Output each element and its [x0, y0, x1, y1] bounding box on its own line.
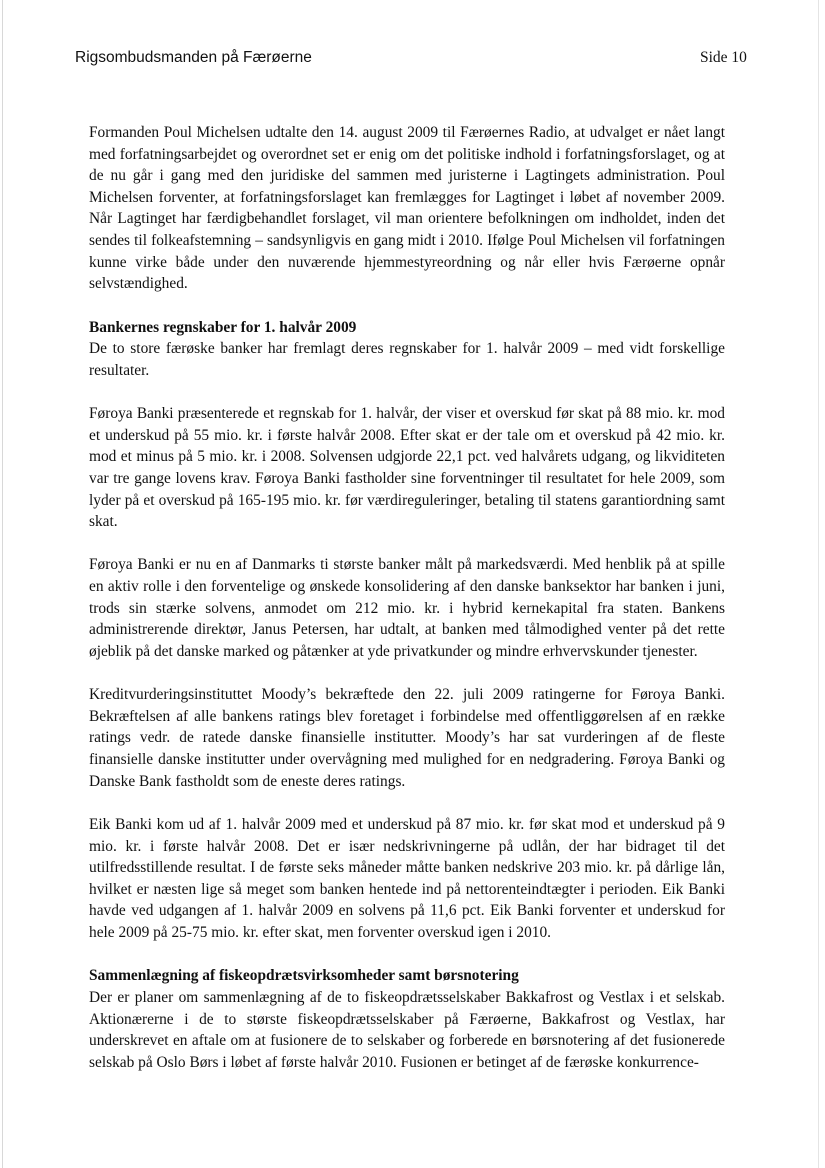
section-heading-bankernes-regnskaber: Bankernes regnskaber for 1. halvår 2009: [89, 318, 357, 336]
paragraph-moodys: Kreditvurderingsinstituttet Moody’s bekræftede den 22. juli 2009 ratingerne for Føroya Banki. Bekræftelsen af alle bankens ratings blev foretaget i forbindelse med offentliggørelsen af en række ratings vedr. de ratede danske finansielle institutter. Moody’s har sat vurderingen af de fleste finansielle danske institutter under overvågning med mulighed for en nedgradering. Føroya Banki og Danske Bank fastholdt som de eneste deres ratings.: [89, 686, 725, 790]
paragraph-eik-banki: Eik Banki kom ud af 1. halvår 2009 med et underskud på 87 mio. kr. før skat mod et underskud på 9 mio. kr. i første halvår 2008. Det er især nedskrivningerne på udlån, der har bidraget til det utilfredsstillende resultat. I de første seks måneder måtte banken nedskrive 203 mio. kr. på dårlige lån, hvilket er næsten lige så meget som banken hentede ind på nettorenteindtægter i perioden. Eik Banki havde ved udgangen af 1. halvår 2009 en solvens på 11,6 pct. Eik Banki forventer et underskud for hele 2009 på 25-75 mio. kr. efter skat, men forventer overskud igen i 2010.: [89, 816, 725, 941]
paragraph-fiskeopdraet: Der er planer om sammenlægning af de to fiskeopdrætsselskaber Bakkafrost og Vestlax i et selskab. Aktionærerne i de to største fiskeopdrætsselskaber på Færøerne, Bakkafrost og Vestlax, har underskrevet en aftale om at fusionere de to selskaber og forberede en børsnotering af det fusionerede selskab på Oslo Børs i løbet af første halvår 2010. Fusionen er betinget af de færøske konkurrence-: [89, 988, 725, 1071]
paragraph-bankernes-intro: De to store færøske banker har fremlagt deres regnskaber for 1. halvår 2009 – med vidt forskellige resultater.: [89, 340, 725, 379]
section-heading-fiskeopdraet: Sammenlægning af fiskeopdrætsvirksomheder samt børsnotering: [89, 967, 519, 985]
paragraph-forfatning: Formanden Poul Michelsen udtalte den 14. august 2009 til Færøernes Radio, at udvalget er nået langt med forfatningsarbejdet og overordnet set er enig om det politiske indhold i forfatningsforslaget, og at de nu går i gang med den juridiske del sammen med juristerne i Lagtingets administration. Poul Michelsen forventer, at forfatningsforslaget kan fremlægges for Lagtinget i løbet af november 2009. Når Lagtinget har færdigbehandlet forslaget, vil man orientere befolkningen om indholdet, inden det sendes til folkeafstemning – sandsynligvis en gang midt i 2010. Ifølge Poul Michelsen vil forfatningen kunne virke både under den nuværende hjemmestyreordning og når eller hvis Færøerne opnår selvstændighed.: [89, 124, 725, 293]
body-text: [89, 122, 725, 1095]
scan-edge-left: [2, 0, 3, 1168]
page-number: Side 10: [700, 49, 747, 66]
running-header-title: Rigsombudsmanden på Færøerne: [75, 49, 312, 66]
paragraph-foroya-banki-marked: Føroya Banki er nu en af Danmarks ti største banker målt på markedsværdi. Med henblik på at spille en aktiv rolle i den forventelige og ønskede konsolidering af den danske banksektor har banken i juni, trods sin stærke solvens, anmodet om 212 mio. kr. i hybrid kernekapital fra staten. Bankens administrerende direktør, Janus Petersen, har udtalt, at banken med tålmodighed venter på det rette øjeblik på det danske marked og påtænker at yde privatkunder og mindre erhvervskunder tjenester.: [89, 556, 725, 660]
scan-edge-right: [818, 0, 819, 1168]
paragraph-foroya-banki-regnskab: Føroya Banki præsenterede et regnskab for 1. halvår, der viser et overskud før skat på 88 mio. kr. mod et underskud på 55 mio. kr. i første halvår 2008. Efter skat er der tale om et overskud på 42 mio. kr. mod et minus på 5 mio. kr. i 2008. Solvensen udgjorde 22,1 pct. ved halvårets udgang, og likviditeten var tre gange lovens krav. Føroya Banki fastholder sine forventninger til resultatet for hele 2009, som lyder på et overskud på 165-195 mio. kr. før værdireguleringer, betaling til statens garantiordning samt skat.: [89, 405, 725, 531]
